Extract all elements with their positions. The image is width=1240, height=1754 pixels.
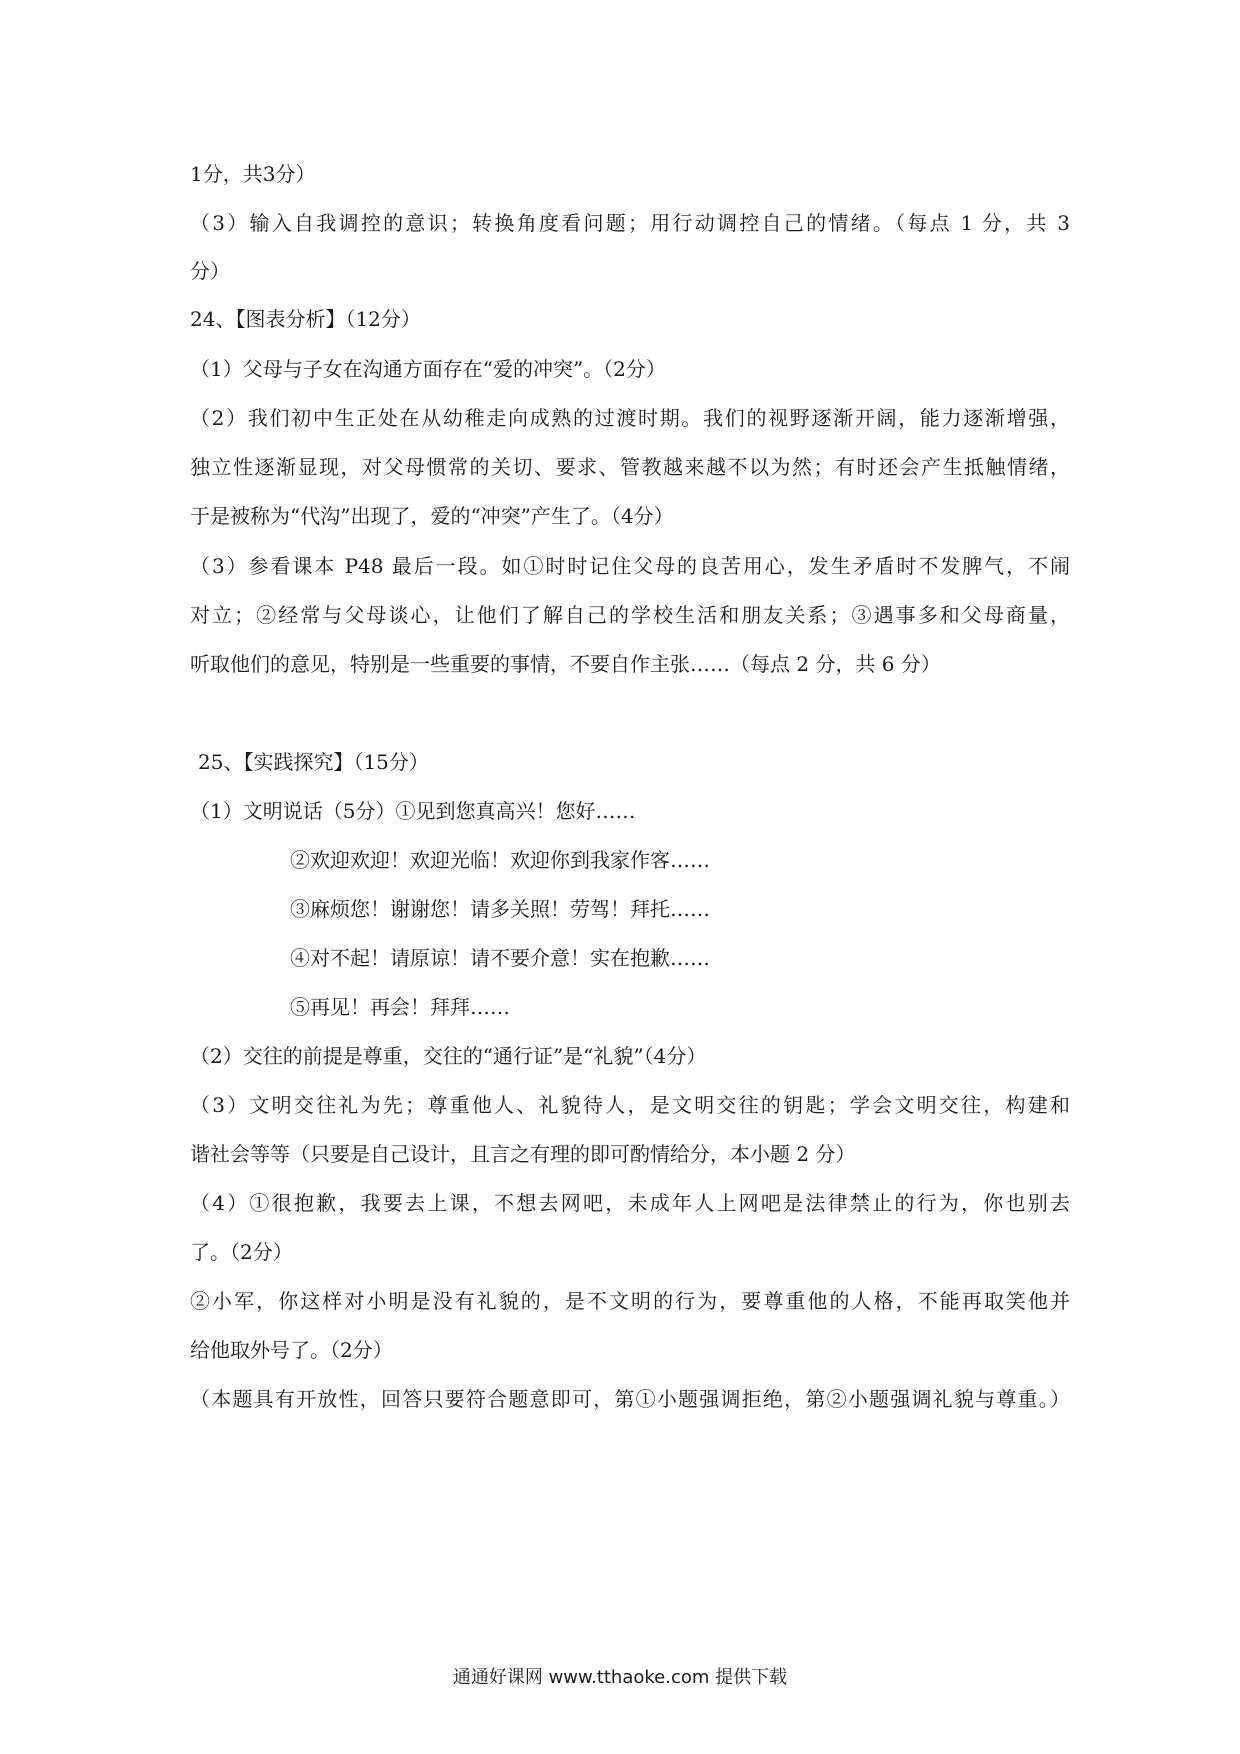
question-25-heading: 25、【实践探究】（15分） [198, 750, 429, 774]
answer-line: ④对不起！请原谅！请不要介意！实在抱歉…… [290, 946, 710, 970]
answer-line: （3）参看课本 P48 最后一段。如①时时记住父母的良苦用心，发生矛盾时不发脾气，不闹 [190, 554, 1070, 578]
answer-line: 分） [190, 259, 230, 283]
answer-line: （2）我们初中生正处在从幼稚走向成熟的过渡时期。我们的视野逐渐开阔，能力逐渐增强， [190, 406, 1070, 430]
answer-line: 谐社会等等（只要是自己设计，且言之有理的即可酌情给分，本小题 2 分） [190, 1142, 856, 1166]
answer-line: （本题具有开放性，回答只要符合题意即可，第①小题强调拒绝，第②小题强调礼貌与尊重。） [190, 1387, 1070, 1411]
answer-line: （3）输入自我调控的意识；转换角度看问题；用行动调控自己的情绪。（每点 1 分，共 3 [190, 211, 1070, 235]
answer-line: 对立；②经常与父母谈心，让他们了解自己的学校生活和朋友关系；③遇事多和父母商量， [190, 603, 1070, 627]
answer-line: （2）交往的前提是尊重，交往的“通行证”是“礼貌”（4分） [190, 1044, 707, 1068]
question-24-heading: 24、【图表分析】（12分） [190, 307, 421, 331]
answer-line: ③麻烦您！谢谢您！请多关照！劳驾！拜托…… [290, 897, 710, 921]
answer-line: ②小军，你这样对小明是没有礼貌的，是不文明的行为，要尊重他的人格，不能再取笑他并 [190, 1289, 1070, 1313]
answer-line: 1分，共3分） [190, 162, 316, 186]
answer-line: ⑤再见！再会！拜拜…… [290, 995, 510, 1019]
answer-line: （1）父母与子女在沟通方面存在“爱的冲突”。（2分） [190, 357, 666, 381]
page-footer: 通通好课网 www.tthaoke.com 提供下载 [452, 1667, 788, 1688]
answer-line: （1）文明说话（5分）①见到您真高兴！您好…… [190, 799, 636, 823]
answer-line: 了。（2分） [190, 1240, 293, 1264]
answer-line: 独立性逐渐显现，对父母惯常的关切、要求、管教越来越不以为然；有时还会产生抵触情绪， [190, 455, 1070, 479]
answer-line: ②欢迎欢迎！欢迎光临！欢迎你到我家作客…… [290, 848, 710, 872]
answer-line: 听取他们的意见，特别是一些重要的事情，不要自作主张……（每点 2 分，共 6 分） [190, 652, 941, 676]
answer-line: （3）文明交往礼为先；尊重他人、礼貌待人，是文明交往的钥匙；学会文明交往，构建和 [190, 1093, 1070, 1117]
answer-line: （4）①很抱歉，我要去上课，不想去网吧，未成年人上网吧是法律禁止的行为，你也别去 [190, 1191, 1070, 1215]
answer-line: 给他取外号了。（2分） [190, 1338, 393, 1362]
answer-line: 于是被称为“代沟”出现了，爱的“冲突”产生了。（4分） [190, 504, 674, 528]
